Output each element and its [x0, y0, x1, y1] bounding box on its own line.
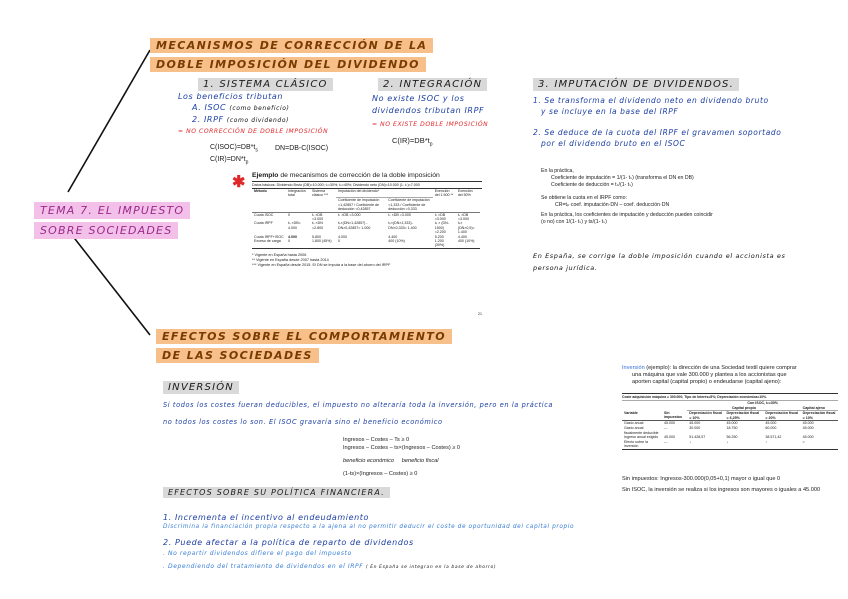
financial-point2-a: . No repartir dividendos difiere el pago del impuesto [163, 550, 352, 557]
ex1-r1-c1: tₚ ×DB= 4.000 [288, 221, 301, 230]
inv-r0-c2: 45.000 [689, 421, 701, 426]
ex1-r1-c5: tₚ × (DN-1500) =2.200 [434, 221, 449, 235]
investment-heading-wrap [163, 375, 239, 394]
inv-r1-c0: Gasto anual fiscalmente deducible [624, 425, 659, 435]
inv-ex-text1 [622, 365, 837, 372]
example1 [252, 172, 482, 268]
spain-line1: En España, se corrige la doble imposición cuando el accionista es [533, 252, 786, 260]
ex1-header-method: Método [254, 189, 267, 193]
inv-r3-c1: --- [664, 439, 668, 444]
integration-formula [392, 136, 433, 148]
imputation-practice [541, 168, 841, 226]
spain-note [533, 250, 833, 274]
classic-formula2: C(IR)=DN*t [210, 156, 246, 164]
ex1-header-coef1: Coeficiente de imputación =1,42857 / Coeficiente de deducción =0,42857 [338, 198, 380, 212]
classic-red-note: = NO CORRECCIÓN DE DOBLE IMPOSICIÓN [178, 128, 329, 135]
ex1-r0-c3: tₛ ×DB =3.000 [338, 212, 361, 217]
inv-r1-c3: 18.750 [726, 425, 738, 430]
financial-point2-b-note: ( En España se integran en la base de ahorro) [365, 565, 497, 570]
ex1-r3-c4: 400 (10%) [388, 238, 405, 243]
investment-example [622, 365, 837, 386]
eq-label-fiscal: beneficio fiscal [401, 458, 439, 464]
classic-formulas [210, 143, 258, 168]
integration-section [378, 72, 487, 91]
classic-line1: Los beneficios tributan [178, 92, 284, 101]
classic-formula2-sub: p [245, 159, 249, 166]
classic-system-section [198, 72, 368, 91]
inv-group-debt: Capital ajeno [801, 406, 838, 411]
practice-line2: Coeficiente de deducción = tₛ/(1- tₛ) [551, 182, 633, 188]
investment-line1: Si todos los costes fueran deducibles, el impuesto no alteraría toda la inversión, pero en la práctica [163, 401, 554, 409]
inv-r1-c4: 60.000 [765, 425, 777, 430]
inv-r0-c3: 45.000 [726, 421, 738, 426]
investment-table-wrap [622, 393, 838, 450]
classic-item-b-note: (como dividendo) [226, 117, 290, 124]
ex1-r2-c5: 5.200 [434, 234, 444, 239]
inv-data-row: Coste adquisición máquina = 300.000; Tipo de Interés=5%; Depreciación económica=10%. [622, 393, 838, 401]
ex1-header-coef2: Coeficiente de imputación =1,333 / Coeficiente de deducción =0,333 [388, 198, 430, 212]
inv-r3-c0: Efecto sobre la inversión [624, 439, 648, 449]
inv-r0-c0: Gasto anual [624, 421, 644, 426]
ex1-r2-c4: 4.400 [388, 234, 398, 239]
integration-formula-sub: p [429, 141, 433, 148]
inv-note2: Sin ISOC, la inversión se realiza si los ingresos son mayores o iguales a 45.000 [622, 487, 821, 493]
central-topic-line1: TEMA 7. EL IMPUESTO [34, 202, 190, 219]
quota-title: Se obtiene la cuota en el IRPF como: [541, 195, 627, 201]
integration-heading: 2. INTEGRACIÓN [378, 78, 487, 91]
example1-footnotes [252, 253, 482, 268]
classic-formula3: DN=DB-C(ISOC) [275, 145, 329, 152]
ex1-r3-c3: 0 [338, 238, 340, 243]
investment-line2: no todos los costes lo son. El ISOC gravaría sino el beneficio económico [163, 418, 443, 426]
ex1-r1-c3: tₚ×(DN×1,42857) -DN×0,42857= 1.000 [338, 221, 371, 230]
classic-system-text [178, 91, 358, 137]
quota-formula: CR=tₚ·coef. imputación·DN – coef. deducción·DN [555, 202, 670, 208]
ex1-r1-c4: tₚ×(DN×1,333)- DN×0,333= 1.400 [388, 221, 417, 230]
equation3: (1-ts)×(Ingresos – Costes) ≥ 0 [343, 471, 418, 477]
inv-r1-c1: --- [664, 425, 668, 430]
ex1-header-exemption1500: Exención del 1.500 ** [434, 189, 454, 198]
imputation-p1-line2: y se incluye en la base del IRPF [541, 107, 679, 116]
ex1-r0-c2: tₛ ×DB =3.000 [312, 212, 324, 221]
ex1-r3-c1: 0 [288, 238, 290, 243]
classic-formula1: C(ISOC)=DB*t [210, 144, 256, 151]
branch2-title-line2: DE LAS SOCIEDADES [156, 348, 319, 363]
example1-table [252, 189, 480, 249]
ex1-footnote2: ** Vigente en España desde 2007 hasta 2014 [252, 257, 329, 262]
imputation-p1-line1: 1. Se transforma el dividendo neto en dividendo bruto [533, 96, 769, 105]
practice-title: En la práctica, [541, 168, 574, 174]
classic-formula1-sub: s [255, 147, 258, 154]
integration-red-note: = NO EXISTE DOBLE IMPOSICIÓN [372, 121, 489, 128]
example1-title [252, 172, 482, 179]
equation2: Ingresos – Costes – ts×(Ingresos – Costes) ≥ 0 [343, 445, 461, 451]
investment-heading: INVERSIÓN [163, 381, 239, 394]
inv-group-own: Capital propio [687, 406, 800, 411]
ex1-r2-c2: 5.800 [312, 234, 321, 239]
inv-r3-c2: ↓ [689, 439, 692, 444]
inv-r0-c4: 45.000 [765, 421, 777, 426]
inv-ex-text3: aporten capital (capital propio) o endeudarse (capital ajeno): [632, 379, 782, 385]
investment-equations [343, 436, 460, 478]
imputation-heading: 3. IMPUTACIÓN DE DIVIDENDOS. [533, 78, 739, 91]
coincide-line2: (o no) con 1/(1- tₛ) y ts/(1- tₛ) [541, 219, 607, 225]
ex1-header-integration: Integración total [288, 189, 306, 198]
inv-r2-c0: Ingreso anual exigido [624, 435, 659, 440]
ex1-r2-c0: Cuota IRPF+ISOC [254, 234, 284, 239]
ex1-r0-c1: 0 [288, 212, 290, 217]
inv-ex-text1-rest: (ejemplo): la dirección de una Sociedad textil quiere comprar [644, 365, 797, 371]
central-topic [34, 199, 190, 239]
branch2-title-line1: EFECTOS SOBRE EL COMPORTAMIENTO [156, 329, 452, 344]
branch1-title-line1: MECANISMOS DE CORRECCIÓN DE LA [150, 38, 433, 53]
central-topic-line2: SOBRE SOCIEDADES [34, 222, 178, 239]
spain-line2: persona jurídica. [533, 264, 598, 272]
ex1-r1-c6: tₚ× (DN×0,5)= 1.400 [457, 221, 475, 235]
classic-item-a-note: (como beneficio) [229, 105, 290, 112]
inv-r2-c2: 51.428,57 [689, 435, 706, 440]
branch2-title [156, 325, 452, 363]
ex1-r2-c3: 4.000 [338, 234, 347, 239]
example1-page-mark: 21 [478, 312, 482, 316]
inv-note1: Sin impuestos: Ingresos-300.000(0,05+0,1) mayor o igual que 0 [622, 476, 781, 482]
inv-r1-c2: 30.000 [689, 425, 701, 430]
table-row [252, 212, 480, 221]
branch1-title-line2: DOBLE IMPOSICIÓN DEL DIVIDENDO [150, 57, 426, 72]
investment-notes [622, 474, 842, 496]
inv-col-dep20: Depreciación fiscal = 20% [765, 411, 799, 420]
classic-item-a: A. ISOC [192, 103, 227, 112]
inv-r3-c4: ↑ [765, 439, 768, 444]
table-row [252, 239, 480, 248]
inv-col-dep10: Depreciación fiscal = 10% [689, 411, 723, 420]
inv-col-variable: Variable [624, 410, 638, 415]
integration-line1: No existe ISOC y los [372, 94, 465, 103]
classic-item-b: 2. IRPF [192, 115, 224, 124]
ex1-r2-c6: 4.400 [457, 234, 467, 239]
inv-r2-c1: 45.000 [664, 435, 675, 440]
inv-r1-c5: 45.000 [802, 425, 814, 430]
inv-isoc-row: Con ISOC, tₛ=30% [747, 401, 778, 405]
ex1-r3-c5: 1.200 (30%) [434, 238, 445, 248]
example1-title-bold: Ejemplo [252, 172, 279, 179]
ex1-footnote3: *** Vigente en España desde 2015. El DN se imputa a la base del ahorro del IRPF [252, 262, 391, 267]
ex1-r0-c4: tₛ ×DB =3.000 [388, 212, 411, 217]
imputation-section [533, 72, 739, 91]
ex1-r0-c5: tₛ ×DB =3.000 [434, 212, 446, 221]
imputation-p2-line1: 2. Se deduce de la cuota del IRPF el gravamen soportado [533, 128, 782, 137]
financial-point1: 1. Incrementa el incentivo al endeudamiento [163, 513, 370, 522]
inv-col-dep625: Depreciación fiscal = 6,25% [726, 411, 760, 420]
financial-heading-wrap [163, 480, 390, 499]
ex1-r2-c1: 4.000 [288, 234, 297, 239]
inv-r2-c4: 38.571,42 [765, 435, 782, 440]
coincide-line1: En la práctica, los coeficientes de imputación y deducción pueden coincidir [541, 212, 713, 218]
inv-ex-label: Inversión [622, 365, 645, 371]
ex1-r3-c6: 400 (10%) [457, 238, 475, 243]
financial-point2: 2. Puede afectar a la política de reparto de dividendos [163, 538, 414, 547]
ex1-r1-c2: tₚ ×DN =2.800 [312, 221, 324, 230]
equation1: Ingresos – Costes – Ts ≥ 0 [343, 437, 410, 443]
classic-system-heading: 1. SISTEMA CLÁSICO [198, 78, 333, 91]
table-row [622, 440, 838, 450]
financial-points [163, 513, 683, 570]
table-row [622, 426, 838, 435]
asterisk-icon: ✱ [232, 174, 246, 191]
investment-table [622, 401, 838, 450]
inv-r2-c5: 45.000 [802, 435, 814, 440]
investment-text [163, 397, 608, 431]
branch1-title [150, 34, 433, 72]
ex1-r0-c0: Cuota ISOC [254, 212, 274, 217]
inv-r2-c3: 56.250 [726, 435, 738, 440]
integration-text [372, 93, 522, 131]
imputation-p2-line2: por el dividendo bruto en el ISOC [541, 139, 686, 148]
inv-r3-c3: ↓ [726, 439, 729, 444]
practice-line1: Coeficiente de imputación = 1/(1- tₛ) (transforma el DN en DB) [551, 175, 694, 181]
inv-r0-c5: 45.000 [802, 421, 814, 426]
example1-basic-data: Datos básicos: Dividendo Bruto (DB)=10.000; tₛ=30%; tₚ=40%; Dividendo neto (DN)=10.000 (1- tₛ)=7.000 [252, 181, 482, 189]
imputation-points [533, 95, 833, 149]
inv-col-debt-dep10: Depreciación fiscal = 10% [802, 411, 836, 420]
inv-r3-c5: = [802, 439, 805, 444]
table-row [622, 435, 838, 440]
ex1-r3-c0: Exceso de carga [254, 238, 281, 243]
integration-formula-text: C(IR)=DB*t [392, 136, 430, 145]
inv-col-no-tax: Sin impuestos [664, 410, 682, 420]
ex1-header-exemption50: Exención del 50% [457, 189, 473, 198]
eq-label-economic: beneficio económico [343, 458, 394, 464]
ex1-r3-c2: 1.800 (45%) [312, 238, 332, 243]
inv-ex-text2: una máquina que vale 300.000 y plantea a los accionistas que [632, 372, 787, 378]
financial-heading: EFECTOS SOBRE SU POLÍTICA FINANCIERA. [163, 487, 390, 498]
ex1-r0-c6: tₛ ×DB =3.000 [457, 212, 469, 221]
example1-title-rest: de mecanismos de corrección de la doble imposición [278, 172, 440, 179]
ex1-header-classic: Sistema clásico *** [312, 189, 329, 198]
ex1-footnote1: * Vigente en España hasta 2006 [252, 252, 307, 257]
ex1-group-header: Imputación del dividendo* [336, 189, 433, 198]
financial-point2-b: . Dependiendo del tratamiento de dividendos en el IRPF [163, 563, 364, 570]
integration-line2: dividendos tributan IRPF [372, 106, 485, 115]
ex1-r1-c0: Cuota IRPF [254, 221, 273, 226]
financial-point1-sub: Discrimina la financiación propia respecto a la ajena al no permitir deducir el coste de oportunidad del capital propio [163, 524, 575, 530]
inv-r0-c1: 45.000 [664, 421, 675, 426]
table-row [252, 221, 480, 234]
